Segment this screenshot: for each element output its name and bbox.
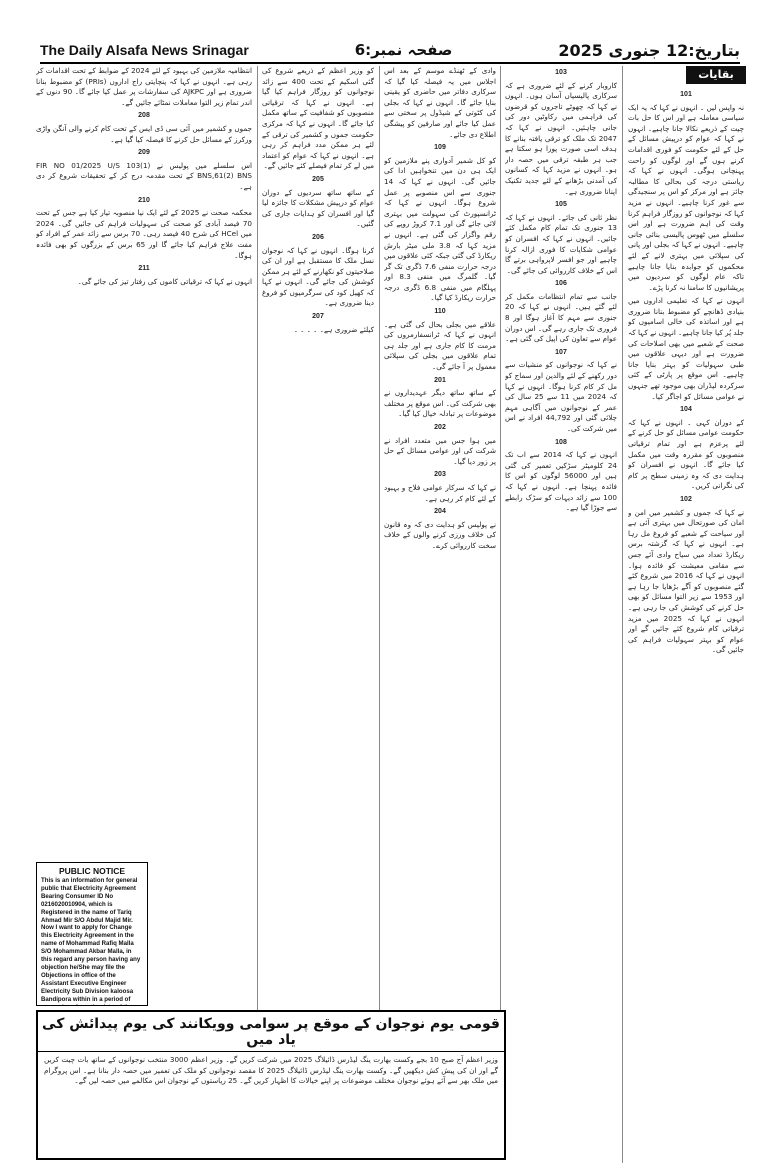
column-2 — [505, 66, 617, 1163]
continuation-number: 206 — [312, 233, 324, 241]
column-1 — [628, 88, 744, 1163]
issue-date: بتاریخ:12 جنوری 2025 — [558, 40, 740, 60]
article-paragraph: اس سلسلے میں پولیس نے FIR NO 01/2025 U/S 103(1) BNS,61(2) BNS کے تحت مقدمہ درج کر کے تحقیقات شروع کر دی ہے۔ — [36, 160, 252, 191]
article-paragraph: انہوں نے کہا کہ تعلیمی اداروں میں بنیادی ڈھانچے کو مضبوط بنانا ضروری ہے اور اساتذہ کی خالی اسامیوں کو جلد پُر کیا جانا چاہیے۔ انہوں نے کہا کہ صحت کے شعبے میں بھی اصلاحات کی ضرورت ہے اور دیہی علاقوں میں طبی سہولیات کو بہتر بنایا جانا چاہیے۔ اس موقع پر پارٹی کے کئی سرکردہ لیڈران بھی موجود تھے جنہوں نے عوامی مسائل کو اجاگر کیا۔ — [628, 296, 744, 401]
column-5 — [36, 66, 252, 856]
article-paragraph: میں ہوا جس میں متعدد افراد نے شرکت کی اور عوامی مسائل کے حل پر زور دیا گیا۔ — [384, 435, 496, 466]
column-divider — [257, 66, 258, 1010]
article-paragraph: نے پولیس کو ہدایت دی کہ وہ قانون کی خلاف ورزی کرنے والوں کے خلاف سخت کارروائی کرے۔ — [384, 519, 496, 550]
article-paragraph: علاقے میں بجلی بحال کی گئی ہے۔ انہوں نے کہا کہ ٹرانسفارمروں کی مرمت کا کام جاری ہے اور جلد ہی تمام علاقوں میں بجلی کی سپلائی معمول پر آ جائے گی۔ — [384, 319, 496, 372]
section-header-continued: بقایات — [686, 66, 746, 84]
continuation-number: 203 — [434, 471, 446, 479]
article-paragraph: انہوں نے کہا کہ ترقیاتی کاموں کی رفتار تیز کی جائے گی۔ — [77, 276, 252, 286]
article-paragraph: کاروبار کرنے کے لئے ضروری ہے کہ سرکاری پالیسیاں آسان ہوں۔ انہوں نے کہا کہ چھوٹے تاجروں کو قرضوں کی فراہمی میں رکاوٹیں دور کی جانی چاہئیں۔ انہوں نے کہا کہ 2047 تک ملک کو ترقی یافتہ بنانے کا ہدف اسی صورت پورا ہو سکتا ہے جب ہر طبقہ ترقی میں حصہ دار ہو۔ انہوں نے مزید کہا کہ کسانوں کی آمدنی بڑھانے کے لئے جدید تکنیک اپنانا ضروری ہے۔ — [505, 80, 617, 196]
article-paragraph: انہوں نے کہا کہ 2014 سے اب تک 24 کلومیٹر سڑکیں تعمیر کی گئی ہیں اور 56000 لوگوں کو اس کا فائدہ پہنچا ہے۔ انہوں نے کہا کہ 100 سے زائد دیہات کو سڑک رابطے سے جوڑا گیا ہے۔ — [505, 450, 617, 513]
article-paragraph: جانب سے تمام انتظامات مکمل کر لئے گئے ہیں۔ انہوں نے کہا کہ 20 جنوری سے مہم کا آغاز ہوگا اور 8 فروری تک جاری رہے گی۔ اس دوران عوام سے تعاون کی اپیل کی گئی ہے۔ — [505, 291, 617, 344]
article-paragraph: نے کہا کہ سرکار عوامی فلاح و بہبود کے لئے کام کر رہی ہے۔ — [384, 482, 496, 503]
article-paragraph: کے دوران کہی ۔ انہوں نے کہا کہ حکومت عوامی مسائل کو حل کرنے کے لئے پرعزم ہے اور تمام ترقیاتی منصوبوں کو مقررہ وقت میں مکمل کیا جائے گا۔ انہوں نے افسران کو ہدایت دی کہ وہ زمینی سطح پر کام کی نگرانی کریں۔ — [628, 417, 744, 491]
continuation-number: 201 — [434, 376, 446, 384]
public-notice-body: This is an information for general public that Electricity Agreement Bearing Consumer ID No 0216020010904, which is Registered in the name of Tariq Ahmad Mir S/O Abdul Majid Mir. Now I want to apply for Change this Electricity Agreement in the name of Mohammad Rafiq Malla S/O Mohammad Akbar Malla, in this regard any person having any objection he/She may file the Objections in office of the Assistant Executive Engineer Electricity Sub Division kaloosa Bandipora within in a period of — [41, 877, 141, 1003]
continuation-number: 204 — [434, 508, 446, 516]
continuation-number: 208 — [138, 112, 150, 120]
article-paragraph: کو وزیر اعظم کے ذریعے شروع کی گئی اسکیم کے تحت 400 سے زائد نوجوانوں کو روزگار فراہم کیا گیا ہے۔ انہوں نے کہا کہ ترقیاتی منصوبوں کو شفافیت کے ساتھ مکمل کیا جائے گا۔ انہوں نے کہا کہ مرکزی حکومت جموں و کشمیر کی ترقی کے لئے ہر ممکن مدد فراہم کر رہی ہے۔ انہوں نے کہا کہ عوام کو اعتماد میں لے کر تمام فیصلے کئے جائیں گے۔ — [262, 66, 374, 171]
article-paragraph: نے کہا کہ نوجوانوں کو منشیات سے دور رکھنے کے لئے والدین اور سماج کو مل کر کام کرنا ہوگا۔ انہوں نے کہا کہ 2024 میں 11 سے 25 سال کی عمر کے نوجوانوں میں آگاہی مہم چلائی گئی اور 44,792 افراد نے اس میں شرکت کی۔ — [505, 360, 617, 433]
column-3 — [384, 66, 496, 1156]
continuation-number: 103 — [555, 69, 567, 76]
column-divider — [500, 66, 501, 1010]
continuation-number: 210 — [138, 196, 150, 204]
continuation-number: 205 — [312, 175, 324, 183]
continuation-number: 101 — [680, 91, 692, 98]
public-notice-title: PUBLIC NOTICE — [58, 866, 126, 876]
article-paragraph: جموں و کشمیر میں آئی سی ڈی ایس کے تحت کام کرنے والی آنگن واڑی ورکرز کے مسائل حل کرنے کا فیصلہ کیا گیا ہے۔ — [36, 123, 252, 144]
article-paragraph: انتظامیہ ملازمین کی بہبود کے لئے 2024 کے ضوابط کے تحت اقدامات کر رہی ہے۔ انہوں نے کہا کہ پنچایتی راج اداروں (PRIs) کو مضبوط بنانا ضروری ہے اور AJKPC کی سفارشات پر عمل کیا جائے گا۔ 90 دنوں کے اندر تمام زیر التوا معاملات نمٹائے جائیں گے۔ — [36, 66, 252, 107]
banner-headline: قومی یوم نوجوان کے موقع پر سوامی وویکانند کی یوم پیدائش کی یاد میں — [38, 1012, 504, 1052]
column-4 — [262, 66, 374, 1006]
article-paragraph: کیلئے ضروری ہے۔ ۔ ۔ ۔ ۔ — [293, 324, 374, 334]
newspaper-name: The Daily Alsafa News Srinagar — [40, 42, 249, 58]
continuation-number: 109 — [434, 144, 446, 152]
continuation-number: 105 — [555, 201, 567, 209]
column-divider — [379, 66, 380, 1010]
public-notice — [36, 862, 148, 1006]
article-paragraph: کرنا ہوگا۔ انہوں نے کہا کہ نوجوان نسل ملک کا مستقبل ہے اور ان کی صلاحیتوں کو نکھارنے کے لئے ہر ممکن کوشش کی جائے گی۔ انہوں نے کہا کہ کھیل کود کی سرگرمیوں کو فروغ دینا ضروری ہے۔ — [262, 245, 374, 308]
continuation-number: 106 — [555, 280, 567, 288]
continuation-number: 207 — [312, 313, 324, 321]
continuation-number: 202 — [434, 424, 446, 431]
continuation-number: 102 — [680, 495, 692, 503]
continuation-number: 108 — [555, 438, 567, 446]
masthead — [40, 38, 740, 64]
continuation-number: 211 — [138, 265, 150, 273]
article-paragraph: کو کل شمیر آدواری پنے ملازمین کو ایک ہی دن میں تنخواہیں ادا کی جائیں گی۔ انہوں نے کہا کہ 14 جنوری سے اس منصوبے پر عمل شروع ہوگا۔ انہوں نے کہا کہ ٹرانسپورٹ کی سہولت میں بہتری لائی جائے گی اور 7.1 کروڑ روپے کی رقم واگزار کی گئی ہے۔ انہوں نے مزید کہا کہ 3.8 ملی میٹر بارش ریکارڈ کی گئی جبکہ کئی علاقوں میں درجہ حرارت منفی 7.6 ڈگری تک گر گیا۔ گلمرگ میں منفی 8.3 اور پہلگام میں منفی 6.8 ڈگری درجہ حرارت ریکارڈ کیا گیا۔ — [384, 155, 496, 303]
article-paragraph: وادی کے ٹھنڈے موسم کے بعد اس اجلاس میں یہ فیصلہ کیا گیا کہ سرکاری دفاتر میں حاضری کو یقینی بنایا جائے گا۔ انہوں نے کہا کہ بجلی کی کٹوتی کے شیڈول پر سختی سے عمل کیا جائے اور صارفین کو پیشگی اطلاع دی جائے۔ — [384, 66, 496, 139]
article-paragraph: کے ساتھ ساتھ سردیوں کے دوران عوام کو درپیش مشکلات کا جائزہ لیا گیا اور افسران کو ہدایات جاری کی گئیں۔ — [262, 187, 374, 229]
continuation-number: 110 — [434, 308, 446, 316]
article-paragraph: نظر ثانی کی جائے۔ انہوں نے کہا کہ 13 جنوری تک تمام کام مکمل کئے جائیں۔ انہوں نے کہا کہ افسران کو عوامی شکایات کا فوری ازالہ کرنا چاہیے اور جو افسر لاپرواہی برتے گا اس کے خلاف کارروائی کی جائے گی۔ — [505, 212, 617, 275]
article-paragraph: کے ساتھ ساتھ دیگر عہدیداروں نے بھی شرکت کی۔ اس موقع پر مختلف موضوعات پر تبادلہ خیال کیا گیا۔ — [384, 388, 496, 419]
column-divider — [622, 66, 623, 1163]
article-paragraph: محکمہ صحت نے 2025 کے لئے ایک نیا منصوبہ تیار کیا ہے جس کے تحت 70 فیصد آبادی کو صحت کی سہولیات فراہم کی جائیں گی۔ 2024 میں HCel کی شرح 40 فیصد رہی۔ 70 برس سے زائد عمر کے افراد کو مفت علاج فراہم کیا جائے گا اور 65 برس کے بزرگوں کو بھی فائدہ ہوگا۔ — [36, 208, 252, 260]
article-paragraph: نہ واپس لیں ۔ انہوں نے کہا کہ یہ ایک سیاسی معاملہ ہے اور اس کا حل بات چیت کے ذریعے نکالا جانا چاہیے۔ انہوں نے کہا کہ عوام کو درپیش مسائل کے حل کے لئے حکومت کو فوری اقدامات کرنے ہوں گے اور لوگوں کو راحت پہنچانی ہوگی۔ انہوں نے کہا کہ ریاستی درجہ کی بحالی کا مطالبہ جائز ہے اور مرکز کو اس پر سنجیدگی سے غور کرنا چاہیے۔ انہوں نے مزید کہا کہ نوجوانوں کو روزگار فراہم کرنا وقت کی اہم ضرورت ہے اور اس سلسلے میں ٹھوس پالیسی بنائی جانی چاہیے۔ انہوں نے کہا کہ بجلی اور پانی کی سپلائی میں بہتری لانے کے لئے محکموں کو جوابدہ بنایا جانا چاہیے تاکہ عام لوگوں کو سردیوں میں پریشانیوں کا سامنا نہ کرنا پڑے۔ — [628, 102, 744, 292]
banner-story — [36, 1010, 506, 1160]
continuation-number: 209 — [138, 149, 150, 157]
article-paragraph: نے کہا کہ جموں و کشمیر میں امن و امان کی صورتحال میں بہتری آئی ہے اور سیاحت کے شعبے کو فروغ مل رہا ہے۔ انہوں نے کہا کہ گزشتہ برس ریکارڈ تعداد میں سیاح وادی آئے جس سے مقامی معیشت کو فائدہ ہوا۔ انہوں نے کہا کہ 2016 میں شروع کئے گئے منصوبوں کو آگے بڑھایا جا رہا ہے اور 1953 سے زیر التوا مسائل کو بھی حل کرنے کی کوشش کی جا رہی ہے۔ انہوں نے کہا کہ 2025 میں مزید ترقیاتی کام شروع کئے جائیں گے اور عوام کو بہتر سہولیات فراہم کی جائیں گی۔ — [628, 507, 744, 655]
continuation-number: 104 — [680, 406, 692, 414]
continuation-number: 107 — [555, 348, 567, 356]
banner-body: وزیر اعظم آج صبح 10 بجے وکست بھارت ینگ لیڈرس ڈائیلاگ 2025 میں شرکت کریں گے۔ وزیر اعظم 3000 منتخب نوجوانوں کے ساتھ بات چیت کریں گے اور ان کی پیش کش دیکھیں گے۔ وکست بھارت ینگ لیڈرس ڈائیلاگ 2025 کا مقصد نوجوانوں کو ملک کی تعمیر میں حصہ دار بنانا ہے۔ اس پروگرام میں ملک بھر سے آئے ہوئے نوجوان مختلف موضوعات پر اپنے خیالات کا اظہار کریں گے۔ 25 ریاستوں کے نوجوان اس مکالمے میں حصہ لیں گے۔ — [44, 1055, 499, 1086]
page-number: صفحہ نمبر:6 — [354, 41, 453, 59]
